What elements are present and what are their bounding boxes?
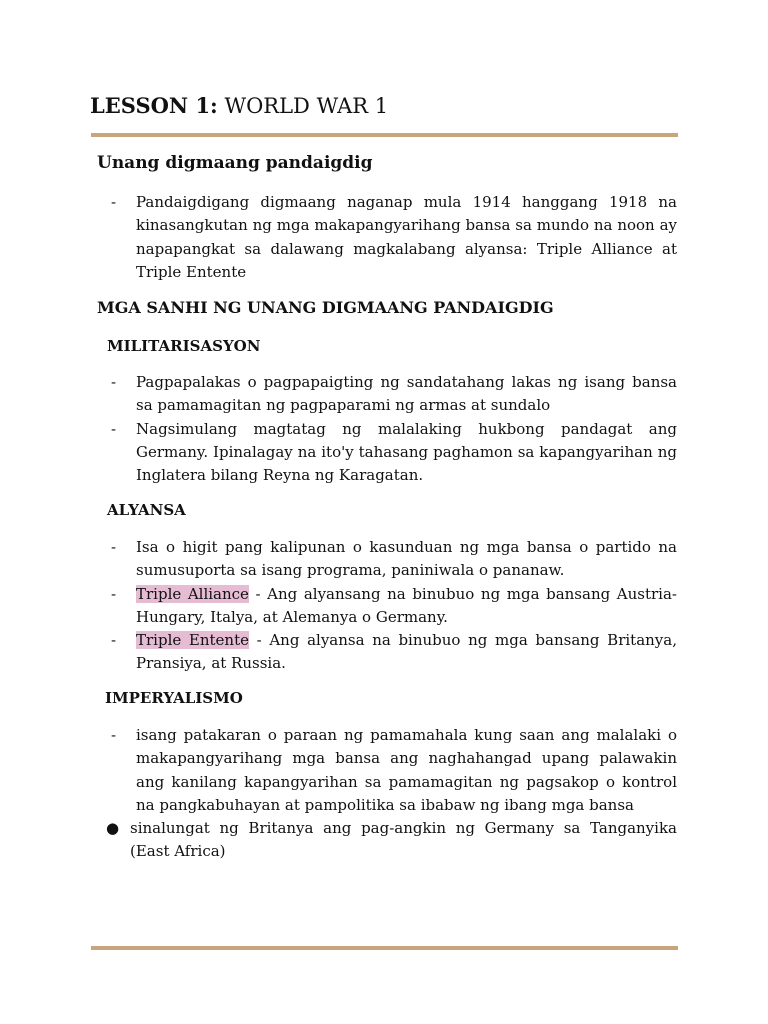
imperyalismo-list: [111, 724, 677, 817]
alyansa-list: [111, 536, 677, 676]
lesson-label: LESSON 1:: [90, 93, 218, 118]
list-item-text: - Ang alyansa na binubuo ng mga bansang Britanya, Pransiya, at Russia.: [136, 631, 677, 673]
imperyalismo-heading: IMPERYALISMO: [105, 689, 243, 707]
dash-marker: -: [111, 538, 117, 556]
top-divider: [91, 133, 678, 137]
militarisasyon-heading: MILITARISASYON: [107, 337, 261, 355]
list-item: [111, 583, 677, 630]
list-item-text: Pandaigdigang digmaang naganap mula 1914 hanggang 1918 na kinasangkutan ng mga makapangyarihang bansa sa mundo na noon ay napapangkat sa dalawang magkalabang alyansa: Triple Alliance at Triple Entente: [136, 193, 677, 281]
dash-marker: -: [111, 584, 117, 603]
lesson-title: [90, 92, 388, 120]
list-item-text: Nagsimulang magtatag ng malalaking hukbong pandagat ang Germany. Ipinalagay na ito'y tahasang paghamon sa kapangyarihan ng Inglatera bilang Reyna ng Karagatan.: [136, 419, 677, 485]
list-item-text: isang patakaran o paraan ng pamamahala kung saan ang malalaki o makapangyarihang mga bansa ang naghahangad upang palawakin ang kanilang kapangyarihan sa pamamagitan ng pagsakop o kontrol na pangkabuhayan at pampolitika sa ibabaw ng ibang mga bansa: [136, 726, 677, 814]
imperyalismo-bullet-list: [106, 817, 677, 864]
list-item: [111, 418, 677, 488]
causes-heading: MGA SANHI NG UNANG DIGMAANG PANDAIGDIG: [97, 298, 554, 317]
alyansa-heading: ALYANSA: [107, 501, 186, 519]
dash-marker: -: [111, 631, 117, 650]
highlighted-term: Triple Entente: [136, 631, 249, 650]
list-item: [111, 191, 677, 284]
dash-marker: -: [111, 419, 117, 438]
list-item-text: Pagpapalakas o pagpapaigting ng sandatahang lakas ng isang bansa sa pamamagitan ng pagpaparami ng armas at sundalo: [136, 373, 677, 415]
dash-marker: -: [111, 726, 117, 744]
dash-marker: -: [111, 373, 117, 391]
militarisasyon-list: [111, 371, 677, 487]
list-item: [111, 724, 677, 817]
list-item-text: sinalungat ng Britanya ang pag-angkin ng Germany sa Tanganyika (East Africa): [130, 819, 677, 861]
highlighted-term: Triple Alliance: [136, 584, 249, 603]
lesson-topic: WORLD WAR 1: [224, 94, 389, 118]
list-item-text: Isa o higit pang kalipunan o kasunduan ng mga bansa o partido na sumusuporta sa isang programa, paniniwala o pananaw.: [136, 538, 677, 580]
intro-list: [111, 191, 677, 284]
list-item: [111, 371, 677, 418]
dash-marker: -: [111, 193, 117, 211]
list-item: [106, 817, 677, 864]
list-item: [111, 536, 677, 583]
bullet-marker: ●: [106, 819, 120, 837]
intro-heading: Unang digmaang pandaigdig: [97, 153, 373, 173]
bottom-divider: [91, 946, 678, 950]
list-item: [111, 629, 677, 676]
list-item-text: - Ang alyansang na binubuo ng mga bansang Austria-Hungary, Italya, at Alemanya o Germany.: [136, 584, 677, 626]
